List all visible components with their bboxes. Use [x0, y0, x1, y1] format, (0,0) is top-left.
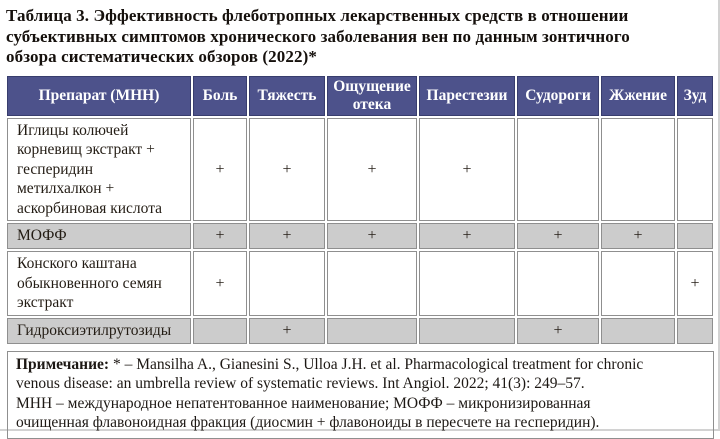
- table-title-line-1: Таблица 3. Эффективность флеботропных лекарственных средств в отношении: [6, 6, 629, 25]
- footnote-abbreviations-part-2: очищенная флавоноидная фракция (диосмин + флавоноиды в пересчете на гесперидин).: [16, 414, 600, 431]
- column-header-burning: Жжение: [601, 76, 675, 116]
- column-header-pain: Боль: [193, 76, 247, 116]
- efficacy-cell: [327, 318, 417, 344]
- efficacy-cell: +: [601, 223, 675, 249]
- column-header-heaviness: Тяжесть: [249, 76, 325, 116]
- efficacy-cell: +: [193, 118, 247, 222]
- efficacy-cell: +: [517, 318, 599, 344]
- table-title-line-2: субъективных симптомов хронического заболевания вен по данным зонтичного: [6, 26, 630, 46]
- efficacy-cell: [677, 118, 713, 222]
- efficacy-cell: +: [327, 223, 417, 249]
- efficacy-cell: +: [249, 318, 325, 344]
- drug-name-cell: МОФФ: [7, 223, 191, 249]
- efficacy-cell: [677, 318, 713, 344]
- efficacy-cell: [517, 118, 599, 222]
- footnote-abbreviations-part-1: МНН – международное непатентованное наименование; МОФФ – микронизированная: [16, 394, 591, 412]
- efficacy-cell: [193, 318, 247, 344]
- efficacy-cell: [419, 251, 515, 316]
- efficacy-cell: +: [419, 118, 515, 222]
- drug-name-cell: Гидроксиэтилрутозиды: [7, 318, 191, 344]
- table-title: [6, 6, 716, 68]
- efficacy-cell: +: [193, 223, 247, 249]
- footnote: [7, 351, 714, 439]
- efficacy-cell: [677, 223, 713, 249]
- efficacy-cell: +: [327, 118, 417, 222]
- efficacy-cell: [517, 251, 599, 316]
- footnote-citation-part-2: venous disease: an umbrella review of systematic reviews. Int Angiol. 2022; 41(3): 249–57.: [16, 375, 585, 392]
- efficacy-cell: +: [249, 118, 325, 222]
- efficacy-cell: [601, 118, 675, 222]
- efficacy-table: [5, 74, 715, 346]
- efficacy-cell: +: [677, 251, 713, 316]
- efficacy-cell: +: [517, 223, 599, 249]
- column-header-paresthesia: Парестезии: [419, 76, 515, 116]
- header-row: [7, 76, 713, 116]
- table-row-hydroxyethylrutosides: [7, 318, 713, 344]
- footnote-line-1: [16, 355, 705, 375]
- column-header-drug: Препарат (МНН): [7, 76, 191, 116]
- column-header-cramps: Судороги: [517, 76, 599, 116]
- efficacy-cell: [249, 251, 325, 316]
- table-title-line-3: обзора систематических обзоров (2022)*: [6, 47, 317, 66]
- column-header-edema-sensation: Ощущение отека: [327, 76, 417, 116]
- efficacy-cell: [601, 318, 675, 344]
- drug-name-cell: Иглицы колючей корневищ экстракт + гесперидин метилхалкон + аскорбиновая кислота: [7, 118, 191, 222]
- table-row-ruscus-extract: [7, 118, 713, 222]
- footnote-citation-part-1: * – Mansilha A., Gianesini S., Ulloa J.H. et al. Pharmacological treatment for chronic: [109, 355, 644, 373]
- table-row-mpff: [7, 223, 713, 249]
- column-header-itching: Зуд: [677, 76, 713, 116]
- drug-name-cell: Конского каштана обыкновенного семян экстракт: [7, 251, 191, 316]
- table-row-horse-chestnut: [7, 251, 713, 316]
- efficacy-cell: [419, 318, 515, 344]
- efficacy-cell: +: [419, 223, 515, 249]
- efficacy-cell: [327, 251, 417, 316]
- footnote-label: Примечание:: [16, 355, 110, 373]
- efficacy-cell: +: [193, 251, 247, 316]
- efficacy-cell: [601, 251, 675, 316]
- efficacy-cell: +: [249, 223, 325, 249]
